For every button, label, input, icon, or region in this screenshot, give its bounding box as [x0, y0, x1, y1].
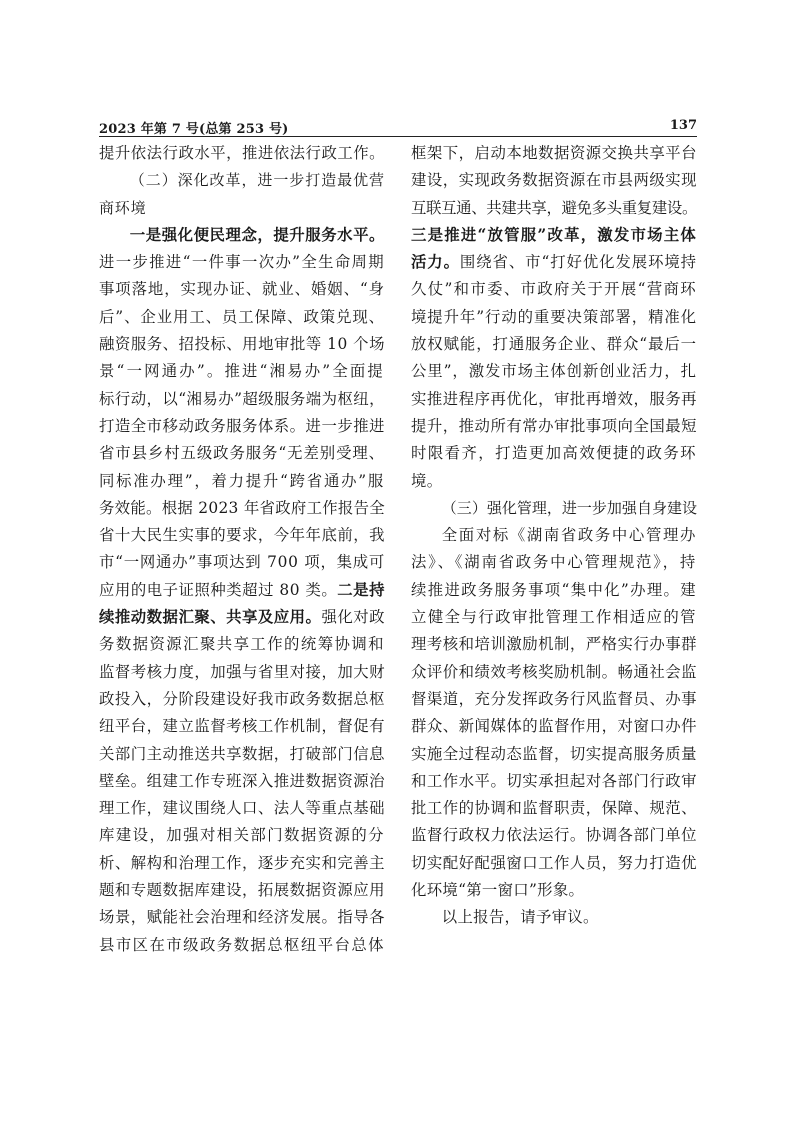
text-run: 省市县乡村五级政务服务“无差别受理、	[99, 444, 385, 463]
text-run: 进一步推进“一件事一次办”全生命周期	[99, 253, 385, 272]
text-line	[99, 195, 385, 222]
text-line	[99, 577, 385, 604]
text-run: 境。	[411, 471, 443, 490]
text-line	[411, 686, 697, 713]
text-run: 提升，推动所有常办审批事项向全国最短	[411, 416, 697, 435]
bold-text: 活力。	[411, 253, 460, 272]
text-run: 县市区在市级政务数据总枢纽平台总体	[99, 935, 385, 954]
text-line	[99, 222, 385, 249]
text-run: 久仗”和市委、市政府关于开展“营商环	[411, 280, 697, 299]
text-line	[411, 795, 697, 822]
text-line	[99, 713, 385, 740]
text-run: 景“一网通办”。推进“湘易办”全面提	[99, 362, 385, 381]
text-run: 框架下，启动本地数据资源交换共享平台	[411, 144, 697, 162]
text-line	[411, 304, 697, 331]
text-run: 应用的电子证照种类超过 80 类。	[99, 580, 338, 599]
text-line	[411, 822, 697, 849]
text-run: 场景，赋能社会治理和经济发展。指导各	[99, 908, 385, 927]
text-run: 监督考核力度，加强与省里对接，加大财	[99, 662, 385, 681]
text-line	[99, 140, 385, 167]
text-line	[99, 741, 385, 768]
text-line	[411, 522, 697, 549]
text-run: 商环境	[99, 198, 147, 217]
text-run: 壁垒。组建工作专班深入推进数据资源治	[99, 771, 385, 790]
text-line	[99, 795, 385, 822]
text-line	[411, 440, 697, 467]
page-number: 137	[669, 118, 697, 133]
text-run: 务效能。根据 2023 年省政府工作报告全	[99, 498, 385, 517]
left-column	[99, 140, 385, 959]
text-line	[99, 877, 385, 904]
running-header	[99, 118, 697, 137]
text-line	[99, 358, 385, 385]
text-line	[411, 358, 697, 385]
text-run: 实推进程序再优化，审批再增效，服务再	[411, 389, 697, 408]
text-line	[99, 850, 385, 877]
text-run: 纽平台，建立监督考核工作机制，督促有	[99, 717, 385, 736]
text-run: （三）强化管理，进一步加强自身建设	[441, 498, 697, 517]
text-line	[411, 249, 697, 276]
text-run: 后”、企业用工、员工保障、政策兑现、	[99, 307, 385, 326]
text-run: 督渠道，充分发挥政务行风监督员、办事	[411, 689, 697, 708]
text-line	[411, 877, 697, 904]
text-line	[411, 468, 697, 495]
text-line	[411, 713, 697, 740]
text-run: 政投入，分阶段建设好我市政务数据总枢	[99, 689, 385, 708]
text-run: 事项落地，实现办证、就业、婚姻、“身	[99, 280, 385, 299]
text-line	[411, 222, 697, 249]
text-run: 省十大民生实事的要求，今年年底前，我	[99, 526, 385, 545]
text-line	[99, 167, 385, 194]
text-line	[99, 686, 385, 713]
text-run: 互联互通、共建共享，避免多头重复建设。	[411, 198, 697, 217]
text-run: 公里”，激发市场主体创新创业活力，扎	[411, 362, 697, 381]
text-line	[99, 468, 385, 495]
text-run: 法》、《湖南省政务中心管理规范》，持	[411, 553, 697, 572]
text-run: 强化对政	[321, 608, 385, 627]
text-line	[411, 276, 697, 303]
text-line	[99, 768, 385, 795]
text-run: 时限看齐，打造更加高效便捷的政务环	[411, 444, 697, 463]
bold-text: 续推动数据汇聚、共享及应用。	[99, 608, 322, 627]
text-line	[411, 549, 697, 576]
text-run: 关部门主动推送共享数据，打破部门信息	[99, 744, 385, 763]
text-line	[411, 140, 697, 167]
text-line	[411, 631, 697, 658]
text-run: 打造全市移动政务服务体系。进一步推进	[99, 416, 385, 435]
text-line	[411, 167, 697, 194]
text-run: 同标准办理”，着力提升“跨省通办”服	[99, 471, 385, 490]
text-line	[411, 604, 697, 631]
text-line	[411, 495, 697, 522]
text-run: （二）深化改革，进一步打造最优营	[129, 171, 385, 190]
text-line	[411, 331, 697, 358]
text-run: 和工作水平。切实承担起对各部门行政审	[411, 771, 697, 790]
text-run: 以上报告，请予审议。	[441, 908, 599, 927]
text-run: 化环境“第一窗口”形象。	[411, 881, 585, 900]
text-line	[99, 331, 385, 358]
text-line	[411, 386, 697, 413]
text-line	[411, 195, 697, 222]
text-run: 境提升年”行动的重要决策部署，精准化	[411, 307, 697, 326]
text-line	[99, 822, 385, 849]
text-run: 析、解构和治理工作，逐步充实和完善主	[99, 853, 385, 872]
text-run: 监督行政权力依法运行。协调各部门单位	[411, 826, 697, 845]
text-line	[99, 304, 385, 331]
text-line	[411, 577, 697, 604]
text-line	[99, 522, 385, 549]
text-line	[99, 495, 385, 522]
text-run: 建设，实现政务数据资源在市县两级实现	[411, 171, 697, 190]
text-line	[99, 440, 385, 467]
text-run: 务数据资源汇聚共享工作的统筹协调和	[99, 635, 385, 654]
text-run: 围绕省、市“打好优化发展环境持	[459, 253, 697, 272]
text-run: 实施全过程动态监督，切实提高服务质量	[411, 744, 697, 763]
text-run: 题和专题数据库建设，拓展数据资源应用	[99, 881, 385, 900]
text-run: 市“一网通办”事项达到 700 项，集成可	[99, 553, 385, 572]
text-line	[99, 659, 385, 686]
issue-label: 2023 年第 7 号(总第 253 号)	[99, 122, 289, 137]
bold-text: 一是强化便民理念，提升服务水平。	[129, 225, 385, 244]
text-line	[99, 932, 385, 959]
text-line	[411, 659, 697, 686]
text-run: 标行动，以“湘易办”超级服务端为枢纽，	[99, 389, 385, 408]
text-run: 切实配好配强窗口工作人员，努力打造优	[411, 853, 697, 872]
text-run: 立健全与行政审批管理工作相适应的管	[411, 608, 697, 627]
text-line	[411, 904, 697, 931]
text-line	[99, 604, 385, 631]
bold-text: 二是持	[337, 580, 385, 599]
text-run: 批工作的协调和监督职责，保障、规范、	[411, 799, 697, 818]
text-run: 融资服务、招投标、用地审批等 10 个场	[99, 335, 385, 354]
text-line	[99, 276, 385, 303]
text-run: 理工作，建议围绕人口、法人等重点基础	[99, 799, 385, 818]
text-line	[411, 741, 697, 768]
bold-text: 三是推进“放管服”改革，激发市场主体	[411, 225, 697, 244]
text-run: 放权赋能，打通服务企业、群众“最后一	[411, 335, 697, 354]
text-line	[99, 413, 385, 440]
text-line	[411, 768, 697, 795]
text-line	[99, 549, 385, 576]
text-run: 群众、新闻媒体的监督作用，对窗口办件	[411, 717, 697, 736]
text-line	[99, 249, 385, 276]
text-line	[411, 413, 697, 440]
text-line	[99, 631, 385, 658]
text-run: 理考核和培训激励机制，严格实行办事群	[411, 635, 697, 654]
right-column	[411, 140, 697, 932]
text-run: 提升依法行政水平，推进依法行政工作。	[99, 144, 385, 162]
text-line	[99, 386, 385, 413]
text-line	[411, 850, 697, 877]
text-run: 库建设，加强对相关部门数据资源的分	[99, 826, 385, 845]
text-line	[99, 904, 385, 931]
text-run: 众评价和绩效考核奖励机制。畅通社会监	[411, 662, 697, 681]
text-run: 全面对标《湖南省政务中心管理办	[441, 526, 697, 545]
text-run: 续推进政务服务事项“集中化”办理。建	[411, 580, 697, 599]
